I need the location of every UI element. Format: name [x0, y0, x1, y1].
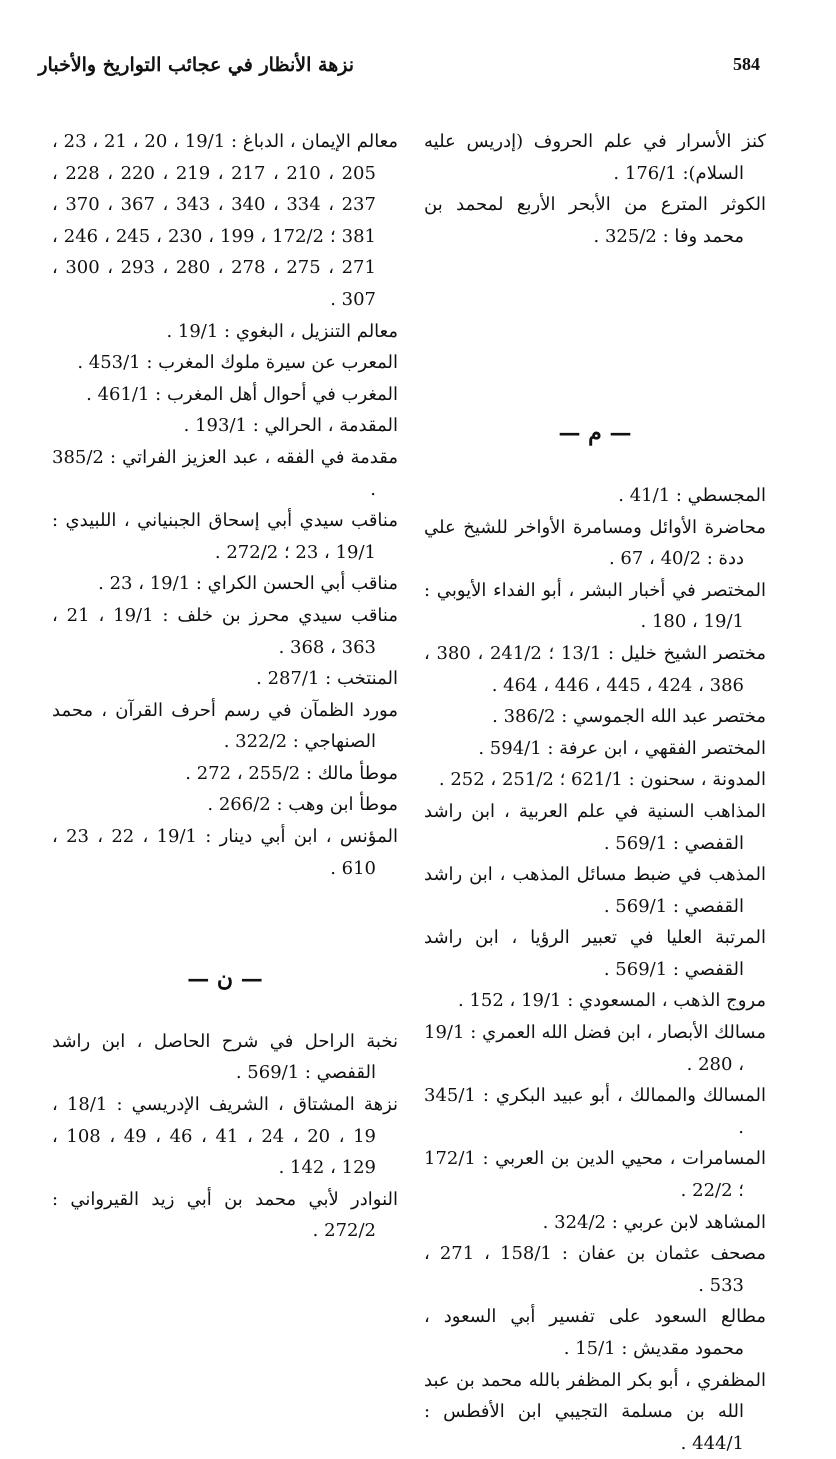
- index-entry: موطأ ابن وهب : 266/2 .: [207, 794, 398, 816]
- index-entry: مطالع السعود على تفسير أبي السعود ، محمود مقديش : 15/1 .: [424, 1306, 766, 1359]
- index-entry: نزهة المشتاق ، الشريف الإدريسي : 18/1 ، 19 ، 20 ، 24 ، 41 ، 46 ، 49 ، 108 ، 129 ، 142 .: [52, 1094, 399, 1179]
- index-entry: مروج الذهب ، المسعودي : 19/1 ، 152 .: [457, 990, 766, 1012]
- index-entry: المظفري ، أبو بكر المظفر بالله محمد بن عبد الله بن مسلمة التجيبي ابن الأفطس : 444/1 .: [424, 1369, 766, 1454]
- index-entry: المذاهب السنية في علم العربية ، ابن راشد القفصي : 569/1 .: [424, 800, 766, 854]
- index-entry: الكوثر المترع من الأبحر الأربع لمحمد بن محمد وفا : 325/2 .: [424, 194, 766, 247]
- letter-heading-nun: — ن —: [187, 966, 263, 993]
- index-entry: مورد الظمآن في رسم أحرف القرآن ، محمد الصنهاجي : 322/2 .: [52, 699, 398, 753]
- index-entry: مناقب سيدي محرز بن خلف : 19/1 ، 21 ، 363 ، 368 .: [52, 604, 398, 658]
- index-entry: المغرب في أحوال أهل المغرب : 461/1 .: [86, 383, 398, 405]
- index-entry: المختصر في أخبار البشر ، أبو الفداء الأيوبي : 19/1 ، 180 .: [424, 579, 766, 633]
- letter-heading-mim: — م —: [558, 420, 632, 447]
- index-entry: المعرب عن سيرة ملوك المغرب : 453/1 .: [77, 352, 398, 374]
- index-entry: المرتبة العليا في تعبير الرؤيا ، ابن راشد القفصي : 569/1 .: [424, 927, 766, 980]
- index-entry: مقدمة في الفقه ، عبد العزيز الفراتي : 385/2 .: [52, 446, 398, 500]
- index-entry: نخبة الراحل في شرح الحاصل ، ابن راشد القفصي : 569/1 .: [52, 1030, 398, 1084]
- index-entry: المسامرات ، محيي الدين بن العربي : 172/1 ؛ 22/2 .: [424, 1148, 766, 1202]
- index-entry: المدونة ، سحنون : 621/1 ؛ 251/2 ، 252 .: [438, 769, 766, 791]
- index-entry: المنتخب : 287/1 .: [256, 668, 398, 690]
- index-entry: المشاهد لابن عربي : 324/2 .: [542, 1211, 766, 1233]
- index-entry: موطأ مالك : 255/2 ، 272 .: [185, 762, 398, 784]
- index-entry: المذهب في ضبط مسائل المذهب ، ابن راشد القفصي : 569/1 .: [424, 864, 766, 917]
- index-entry: المسالك والممالك ، أبو عبيد البكري : 345/1 .: [424, 1085, 766, 1138]
- left-column: [52, 126, 398, 1247]
- index-entry: معالم التنزيل ، البغوي : 19/1 .: [166, 320, 398, 342]
- index-entry: مسالك الأبصار ، ابن فضل الله العمري : 19/1 ، 280 .: [424, 1022, 766, 1075]
- index-entry: المجسطي : 41/1 .: [618, 484, 766, 506]
- index-entry: المقدمة ، الحرالي : 193/1 .: [183, 415, 398, 437]
- index-entry: المختصر الفقهي ، ابن عرفة : 594/1 .: [478, 737, 766, 759]
- index-entry: كنز الأسرار في علم الحروف (إدريس عليه السلام): 176/1 .: [424, 131, 766, 184]
- right-column: [424, 126, 766, 1459]
- index-entry: مختصر الشيخ خليل : 13/1 ؛ 241/2 ، 380 ، 386 ، 424 ، 445 ، 446 ، 464 .: [424, 642, 766, 696]
- page-number: 584: [733, 54, 760, 74]
- index-entry: مختصر عبد الله الجموسي : 386/2 .: [492, 706, 766, 728]
- running-title: نزهة الأنظار في عجائب التواريخ والأخبار: [38, 54, 354, 76]
- index-entry: مصحف عثمان بن عفان : 158/1 ، 271 ، 533 .: [424, 1243, 766, 1296]
- index-entry: مناقب أبي الحسن الكراي : 19/1 ، 23 .: [98, 573, 398, 595]
- index-entry: المؤنس ، ابن أبي دينار : 19/1 ، 22 ، 23 ، 610 .: [52, 826, 398, 879]
- index-entry: مناقب سيدي أبي إسحاق الجبنياني ، اللبيدي : 19/1 ، 23 ؛ 272/2 .: [52, 510, 398, 563]
- index-entry: النوادر لأبي محمد بن أبي زيد القيرواني : 272/2 .: [52, 1188, 398, 1242]
- index-entry: معالم الإيمان ، الدباغ : 19/1 ، 20 ، 21 ، 23 ، 205 ، 210 ، 217 ، 219 ، 220 ، 228 ، 237 ، 334 ، 340 ، 343 ، 367 ، 370 ، 381 ؛ 172/2 ، 199 ، 230 ، 245 ، 246 ، 271 ، 275 ، 278 ، 280 ، 293 ، 300 ، 307 .: [52, 131, 399, 310]
- index-entry: محاضرة الأوائل ومسامرة الأواخر للشيخ علي ددة : 40/2 ، 67 .: [424, 516, 766, 570]
